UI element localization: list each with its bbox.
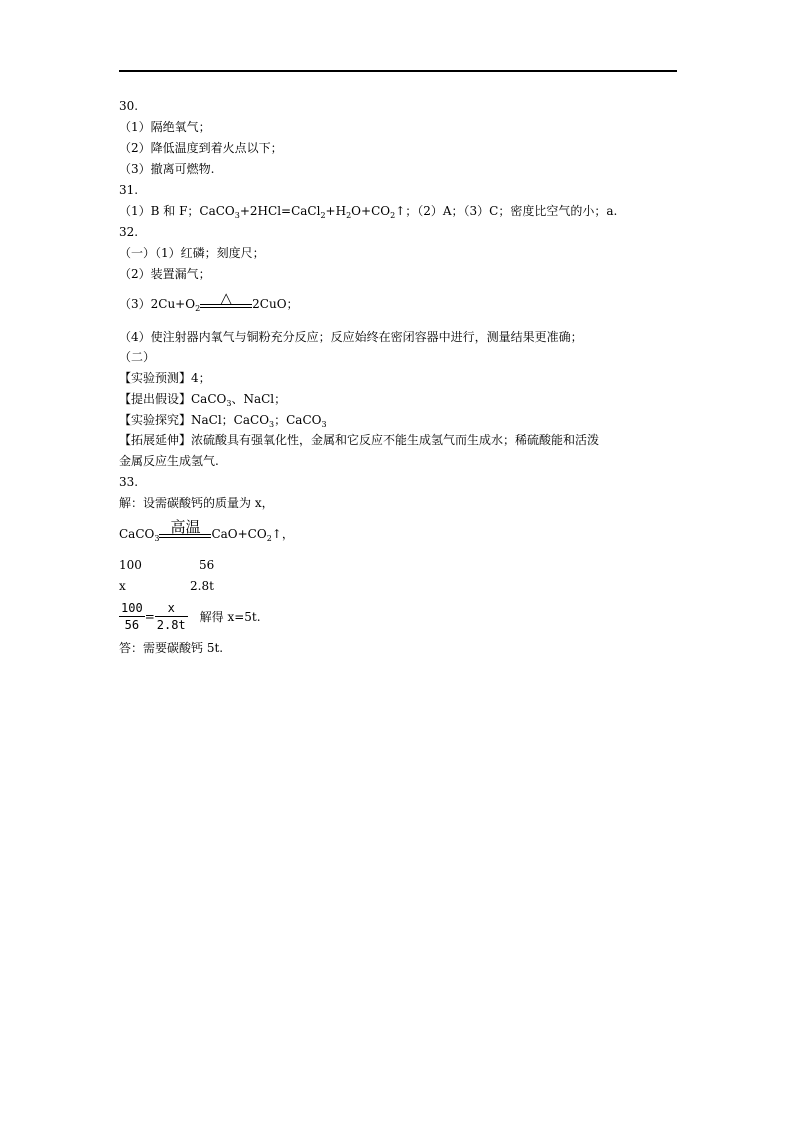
q32-exploration: 【实验探究】NaCl；CaCO$_3$；CaCO$_3$ xyxy=(119,413,327,429)
q32-hypothesis: 【提出假设】CaCO$_3$、NaCl； xyxy=(119,392,287,408)
q32-answer-2: （2）装置漏气； xyxy=(119,267,211,281)
q31-answer: （1）B 和 F；$CaCO_3+2HCl=CaCl_2+H_2O+CO_2↑$；（2）A；（3）C；密度比空气的小；a. xyxy=(119,204,618,220)
q30-answer-2: （2）降低温度到着火点以下； xyxy=(119,141,283,155)
q30-number: 30. xyxy=(119,99,139,113)
q32-part-2: （二） xyxy=(119,350,156,364)
q33-ratio-row-1: 100 56 xyxy=(119,558,215,572)
q33-answer: 答：需要碳酸钙 5t. xyxy=(119,641,224,655)
high-temperature-condition: 高温 xyxy=(159,534,211,538)
q30-answer-1: （1）隔绝氧气； xyxy=(119,120,211,134)
fraction-left: $\frac{100}{56}$ xyxy=(121,601,143,632)
q32-answer-3-equation: $(3)2Cu+O_2$ △ 2CuO； xyxy=(119,289,299,313)
q33-proportion: $\frac{100}{56}$ = $\frac{x}{2.8t}$ 解得 x=5t. xyxy=(121,601,261,632)
q33-setup: 解：设需碳酸钙的质量为 x， xyxy=(119,496,274,510)
header-rule xyxy=(119,70,677,72)
q32-answer-1: （一）（1）红磷；刻度尺； xyxy=(119,246,265,260)
q30-answer-3: （3）撤离可燃物. xyxy=(119,162,215,176)
q32-answer-4: （4）使注射器内氧气与铜粉充分反应；反应始终在密闭容器中进行，测量结果更准确； xyxy=(119,330,583,344)
heating-condition: △ xyxy=(200,304,252,308)
q32-number: 32. xyxy=(119,225,139,239)
q33-ratio-row-2: x 2.8t xyxy=(119,579,214,593)
q32-extension-2: 金属反应生成氢气. xyxy=(119,454,219,468)
q32-prediction: 【实验预测】4； xyxy=(119,371,211,385)
fraction-right: $\frac{x}{2.8t}$ xyxy=(156,601,186,632)
q32-extension-1: 【拓展延伸】浓硫酸具有强氧化性，金属和它反应不能生成氢气而生成水；稀硫酸能和活泼 xyxy=(119,433,600,447)
q31-number: 31. xyxy=(119,183,139,197)
q33-number: 33. xyxy=(119,475,139,489)
q33-equation: CaCO$_3$ 高温 $CaO+CO_2↑$， xyxy=(119,518,294,543)
